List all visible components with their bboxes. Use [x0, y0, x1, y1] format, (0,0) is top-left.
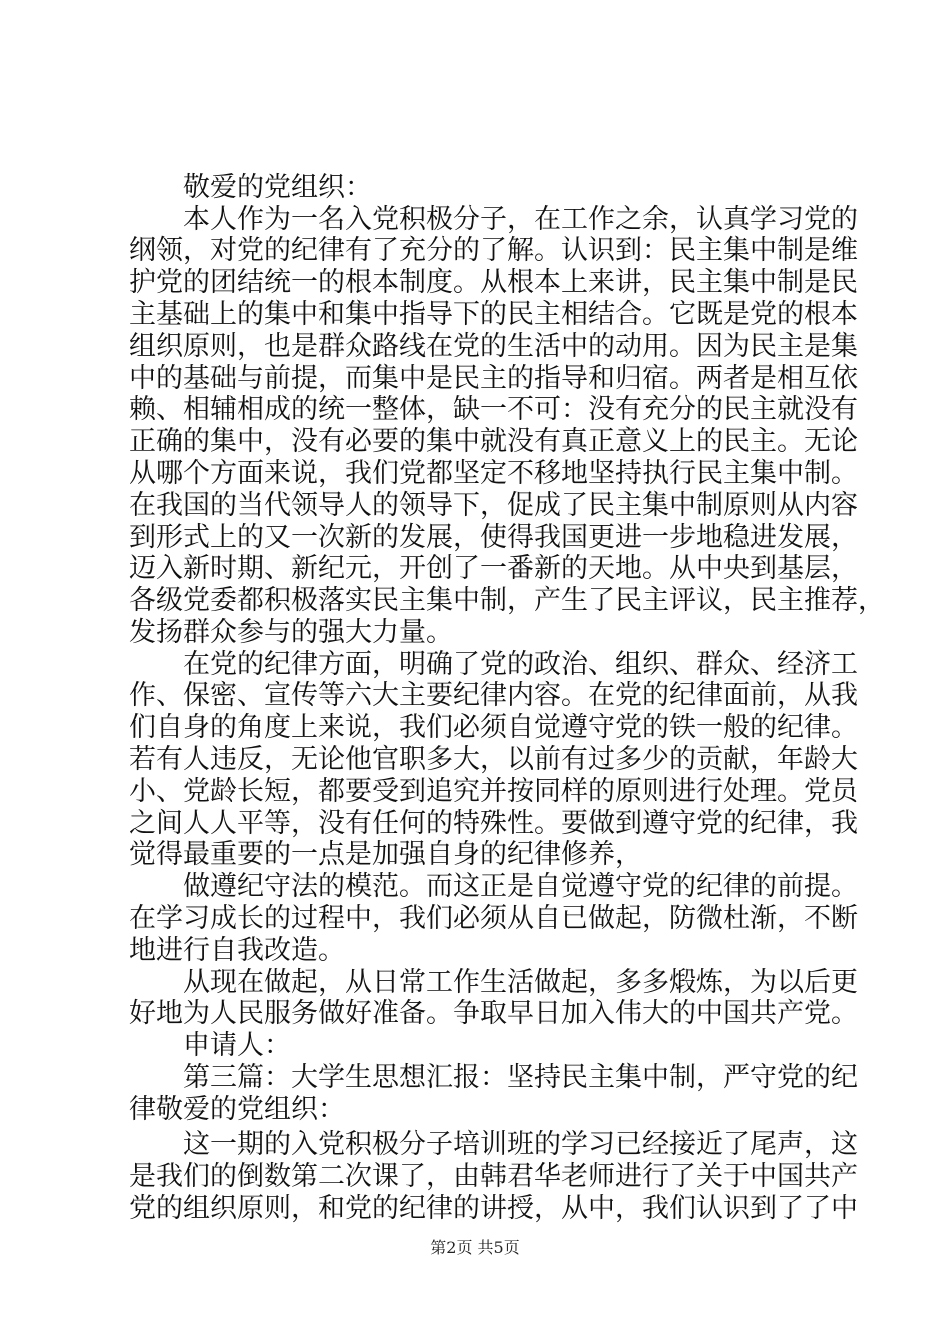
text-line: 这一期的入党积极分子培训班的学习已经接近了尾声，这: [183, 1129, 858, 1160]
text-line: 主基础上的集中和集中指导下的民主相结合。它既是党的根本: [129, 299, 858, 330]
text-line: 发扬群众参与的强大力量。: [129, 617, 453, 648]
text-line: 组织原则，也是群众路线在党的生活中的动用。因为民主是集: [129, 331, 858, 362]
text-line: 赖、相辅相成的统一整体，缺一不可：没有充分的民主就没有: [129, 394, 858, 425]
text-line: 做遵纪守法的模范。而这正是自觉遵守党的纪律的前提。: [183, 871, 858, 902]
text-line: 好地为人民服务做好准备。争取早日加入伟大的中国共产党。: [129, 998, 858, 1029]
text-line: 本人作为一名入党积极分子，在工作之余，认真学习党的: [183, 204, 858, 235]
text-line: 护党的团结统一的根本制度。从根本上来讲，民主集中制是民: [129, 267, 858, 298]
section-heading: 第三篇：大学生思想汇报：坚持民主集中制，严守党的纪: [183, 1062, 858, 1093]
text-line: 在党的纪律方面，明确了党的政治、组织、群众、经济工: [183, 649, 858, 680]
text-line: 们自身的角度上来说，我们必须自觉遵守党的铁一般的纪律。: [129, 712, 858, 743]
text-line: 地进行自我改造。: [129, 935, 345, 966]
text-line: 在我国的当代领导人的领导下，促成了民主集中制原则从内容: [129, 490, 858, 521]
text-line: 到形式上的又一次新的发展，使得我国更进一步地稳进发展，: [129, 522, 858, 553]
text-line: 小、党龄长短，都要受到追究并按同样的原则进行处理。党员: [129, 776, 858, 807]
page-number-footer: 第2页 共5页: [430, 1238, 520, 1257]
text-line: 纲领，对党的纪律有了充分的了解。认识到：民主集中制是维: [129, 235, 858, 266]
text-line: 中的基础与前提，而集中是民主的指导和归宿。两者是相互依: [129, 363, 858, 394]
applicant-line: 申请人：: [183, 1030, 291, 1061]
text-line: 若有人违反，无论他官职多大，以前有过多少的贡献，年龄大: [129, 744, 858, 775]
text-line: 迈入新时期、新纪元，开创了一番新的天地。从中央到基层，: [129, 553, 858, 584]
text-line: 各级党委都积极落实民主集中制，产生了民主评议，民主推荐，: [129, 585, 885, 616]
text-line: 从哪个方面来说，我们党都坚定不移地坚持执行民主集中制。: [129, 458, 858, 489]
salutation: 敬爱的党组织：: [183, 172, 372, 203]
text-line: 是我们的倒数第二次课了，由韩君华老师进行了关于中国共产: [129, 1161, 858, 1192]
text-line: 律敬爱的党组织：: [129, 1094, 345, 1125]
text-line: 之间人人平等，没有任何的特殊性。要做到遵守党的纪律，我: [129, 808, 858, 839]
text-line: 正确的集中，没有必要的集中就没有真正意义上的民主。无论: [129, 426, 858, 457]
text-line: 作、保密、宣传等六大主要纪律内容。在党的纪律面前，从我: [129, 680, 858, 711]
text-line: 在学习成长的过程中，我们必须从自已做起，防微杜渐，不断: [129, 903, 858, 934]
text-line: 从现在做起，从日常工作生活做起，多多煅炼，为以后更: [183, 967, 858, 998]
text-line: 党的组织原则，和党的纪律的讲授，从中，我们认识到了了中: [129, 1193, 858, 1224]
text-line: 觉得最重要的一点是加强自身的纪律修养，: [129, 839, 642, 870]
